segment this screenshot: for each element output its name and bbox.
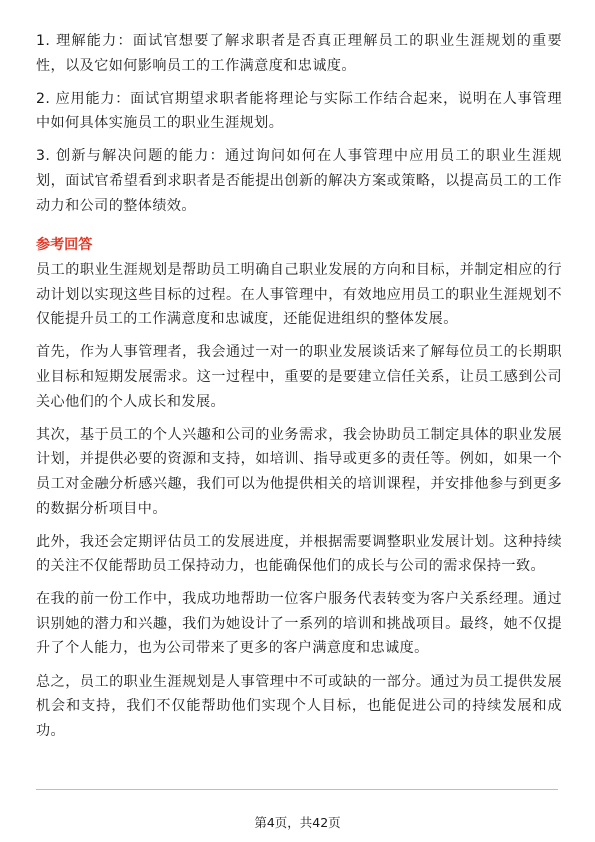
question-point-1: 1. 理解能力：面试官想要了解求职者是否真正理解员工的职业生涯规划的重要性，以及它如何影响员工的工作满意度和忠诚度。 bbox=[36, 33, 562, 74]
answer-paragraph-2: 首先，作为人事管理者，我会通过一对一的职业发展谈话来了解每位员工的长期职业目标和短期发展需求。这一过程中，重要的是要建立信任关系，让员工感到公司关心他们的个人成长和发展。 bbox=[36, 344, 562, 410]
page-content bbox=[36, 29, 562, 752]
question-point-2: 2. 应用能力：面试官期望求职者能将理论与实际工作结合起来，说明在人事管理中如何具体实施员工的职业生涯规划。 bbox=[36, 90, 562, 132]
answer-paragraph-6: 总之，员工的职业生涯规划是人事管理中不可或缺的一部分。通过为员工提供发展机会和支持，我们不仅能帮助他们实现个人目标，也能促进公司的持续发展和成功。 bbox=[36, 673, 562, 739]
page-number: 第4页，共42页 bbox=[254, 815, 341, 830]
answer-paragraph-5: 在我的前一份工作中，我成功地帮助一位客户服务代表转变为客户关系经理。通过识别她的潜力和兴趣，我们为她设计了一系列的培训和挑战项目。最终，她不仅提升了个人能力，也为公司带来了更多的客户满意度和忠诚度。 bbox=[36, 591, 562, 657]
answer-paragraph-3: 其次，基于员工的个人兴趣和公司的业务需求，我会协助员工制定具体的职业发展计划，并提供必要的资源和支持，如培训、指导或更多的责任等。例如，如果一个员工对金融分析感兴趣，我们可以为他提供相关的培训课程，并安排他参与到更多的数据分析项目中。 bbox=[36, 426, 562, 517]
answer-section-title: 参考回答 bbox=[36, 237, 93, 254]
question-point-3: 3. 创新与解决问题的能力：通过询问如何在人事管理中应用员工的职业生涯规划，面试官希望看到求职者是否能提出创新的解决方案或策略，以提高员工的工作动力和公司的整体绩效。 bbox=[36, 148, 562, 214]
answer-paragraph-1: 员工的职业生涯规划是帮助员工明确自己职业发展的方向和目标，并制定相应的行动计划以实现这些目标的过程。在人事管理中，有效地应用员工的职业生涯规划不仅能提升员工的工作满意度和忠诚度，还能促进组织的整体发展。 bbox=[36, 262, 562, 328]
footer-divider bbox=[36, 789, 558, 790]
answer-paragraph-4: 此外，我还会定期评估员工的发展进度，并根据需要调整职业发展计划。这种持续的关注不仅能帮助员工保持动力，也能确保他们的成长与公司的需求保持一致。 bbox=[36, 533, 562, 575]
